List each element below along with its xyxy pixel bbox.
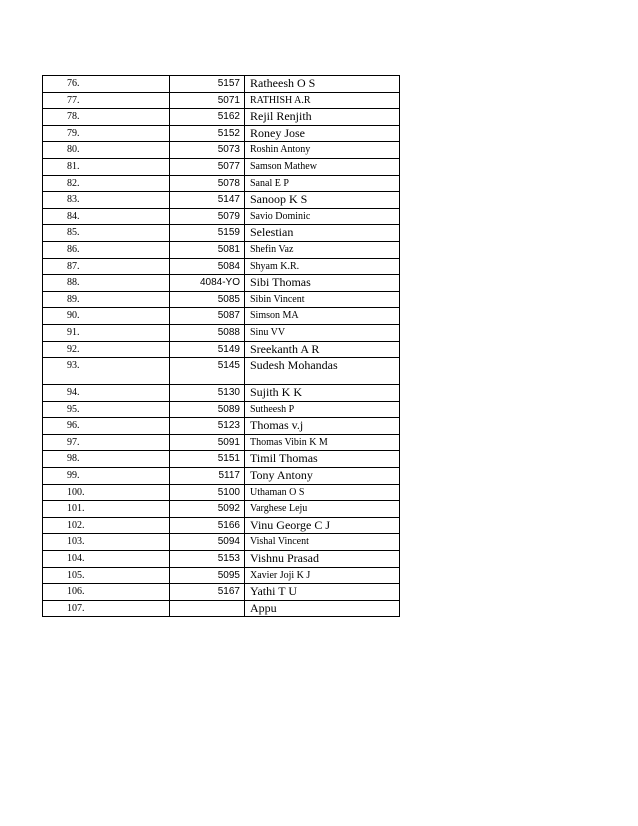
row-number-cell: 77. <box>43 92 170 109</box>
row-number-cell: 101. <box>43 501 170 518</box>
member-code-cell: 4084-YO <box>170 275 245 292</box>
member-name-cell: Varghese Leju <box>245 501 400 518</box>
row-number-cell: 91. <box>43 324 170 341</box>
table-row <box>43 241 400 258</box>
member-code-cell: 5145 <box>170 358 245 385</box>
table-row <box>43 484 400 501</box>
member-code-cell: 5167 <box>170 584 245 601</box>
row-number-cell: 103. <box>43 534 170 551</box>
table-row <box>43 142 400 159</box>
row-number-cell: 102. <box>43 517 170 534</box>
member-name-cell: Rejil Renjith <box>245 109 400 126</box>
table-row <box>43 451 400 468</box>
row-number-cell: 81. <box>43 158 170 175</box>
member-code-cell: 5094 <box>170 534 245 551</box>
roster-table-body <box>43 76 400 617</box>
member-name-cell: Sanal E P <box>245 175 400 192</box>
member-name-cell: Vishnu Prasad <box>245 551 400 568</box>
table-row <box>43 517 400 534</box>
table-row <box>43 275 400 292</box>
member-name-cell: Uthaman O S <box>245 484 400 501</box>
table-row <box>43 92 400 109</box>
member-name-cell: Vishal Vincent <box>245 534 400 551</box>
table-row <box>43 584 400 601</box>
member-name-cell: Xavier Joji K J <box>245 567 400 584</box>
table-row <box>43 308 400 325</box>
member-code-cell: 5092 <box>170 501 245 518</box>
member-code-cell: 5159 <box>170 225 245 242</box>
member-code-cell: 5089 <box>170 401 245 418</box>
member-code-cell: 5157 <box>170 76 245 93</box>
table-row <box>43 76 400 93</box>
member-name-cell: Roshin Antony <box>245 142 400 159</box>
row-number-cell: 99. <box>43 468 170 485</box>
row-number-cell: 106. <box>43 584 170 601</box>
member-code-cell: 5079 <box>170 208 245 225</box>
row-number-cell: 100. <box>43 484 170 501</box>
table-row <box>43 291 400 308</box>
member-code-cell: 5085 <box>170 291 245 308</box>
table-row <box>43 567 400 584</box>
member-name-cell: Selestian <box>245 225 400 242</box>
member-code-cell: 5087 <box>170 308 245 325</box>
table-row <box>43 468 400 485</box>
member-code-cell: 5166 <box>170 517 245 534</box>
member-code-cell: 5071 <box>170 92 245 109</box>
member-name-cell: Sujith K K <box>245 385 400 402</box>
table-row <box>43 358 400 385</box>
row-number-cell: 97. <box>43 434 170 451</box>
row-number-cell: 88. <box>43 275 170 292</box>
member-name-cell: Sibin Vincent <box>245 291 400 308</box>
row-number-cell: 94. <box>43 385 170 402</box>
table-row <box>43 125 400 142</box>
member-code-cell: 5091 <box>170 434 245 451</box>
member-code-cell: 5100 <box>170 484 245 501</box>
table-row <box>43 418 400 435</box>
table-row <box>43 401 400 418</box>
member-name-cell: Sudesh Mohandas <box>245 358 400 385</box>
member-name-cell: RATHISH A.R <box>245 92 400 109</box>
member-name-cell: Simson MA <box>245 308 400 325</box>
table-row <box>43 175 400 192</box>
member-code-cell: 5162 <box>170 109 245 126</box>
row-number-cell: 80. <box>43 142 170 159</box>
table-row <box>43 385 400 402</box>
table-row <box>43 551 400 568</box>
row-number-cell: 85. <box>43 225 170 242</box>
row-number-cell: 87. <box>43 258 170 275</box>
member-name-cell: Shyam K.R. <box>245 258 400 275</box>
member-code-cell: 5078 <box>170 175 245 192</box>
member-name-cell: Appu <box>245 600 400 617</box>
row-number-cell: 83. <box>43 192 170 209</box>
member-name-cell: Yathi T U <box>245 584 400 601</box>
member-name-cell: Sinu VV <box>245 324 400 341</box>
member-code-cell: 5123 <box>170 418 245 435</box>
table-row <box>43 534 400 551</box>
table-row <box>43 341 400 358</box>
roster-table <box>42 75 400 617</box>
table-row <box>43 324 400 341</box>
table-row <box>43 434 400 451</box>
member-code-cell: 5095 <box>170 567 245 584</box>
row-number-cell: 93. <box>43 358 170 385</box>
row-number-cell: 95. <box>43 401 170 418</box>
row-number-cell: 89. <box>43 291 170 308</box>
table-row <box>43 208 400 225</box>
member-name-cell: Timil Thomas <box>245 451 400 468</box>
member-name-cell: Vinu George C J <box>245 517 400 534</box>
table-row <box>43 109 400 126</box>
row-number-cell: 82. <box>43 175 170 192</box>
member-name-cell: Thomas v.j <box>245 418 400 435</box>
member-code-cell: 5147 <box>170 192 245 209</box>
member-name-cell: Thomas Vibin K M <box>245 434 400 451</box>
row-number-cell: 79. <box>43 125 170 142</box>
member-name-cell: Samson Mathew <box>245 158 400 175</box>
table-row <box>43 600 400 617</box>
table-row <box>43 158 400 175</box>
member-code-cell: 5117 <box>170 468 245 485</box>
member-code-cell: 5153 <box>170 551 245 568</box>
row-number-cell: 76. <box>43 76 170 93</box>
member-name-cell: Roney Jose <box>245 125 400 142</box>
member-code-cell: 5152 <box>170 125 245 142</box>
member-code-cell: 5088 <box>170 324 245 341</box>
member-name-cell: Sreekanth A R <box>245 341 400 358</box>
member-code-cell: 5081 <box>170 241 245 258</box>
member-name-cell: Sutheesh P <box>245 401 400 418</box>
row-number-cell: 92. <box>43 341 170 358</box>
row-number-cell: 105. <box>43 567 170 584</box>
member-name-cell: Ratheesh O S <box>245 76 400 93</box>
member-code-cell: 5151 <box>170 451 245 468</box>
table-row <box>43 192 400 209</box>
row-number-cell: 84. <box>43 208 170 225</box>
member-name-cell: Sanoop K S <box>245 192 400 209</box>
row-number-cell: 90. <box>43 308 170 325</box>
member-code-cell: 5084 <box>170 258 245 275</box>
member-name-cell: Tony Antony <box>245 468 400 485</box>
row-number-cell: 107. <box>43 600 170 617</box>
member-name-cell: Shefin Vaz <box>245 241 400 258</box>
table-row <box>43 225 400 242</box>
row-number-cell: 86. <box>43 241 170 258</box>
member-code-cell <box>170 600 245 617</box>
table-row <box>43 501 400 518</box>
member-code-cell: 5149 <box>170 341 245 358</box>
row-number-cell: 104. <box>43 551 170 568</box>
member-code-cell: 5077 <box>170 158 245 175</box>
row-number-cell: 96. <box>43 418 170 435</box>
row-number-cell: 78. <box>43 109 170 126</box>
table-row <box>43 258 400 275</box>
member-code-cell: 5130 <box>170 385 245 402</box>
member-name-cell: Savio Dominic <box>245 208 400 225</box>
member-code-cell: 5073 <box>170 142 245 159</box>
row-number-cell: 98. <box>43 451 170 468</box>
member-name-cell: Sibi Thomas <box>245 275 400 292</box>
